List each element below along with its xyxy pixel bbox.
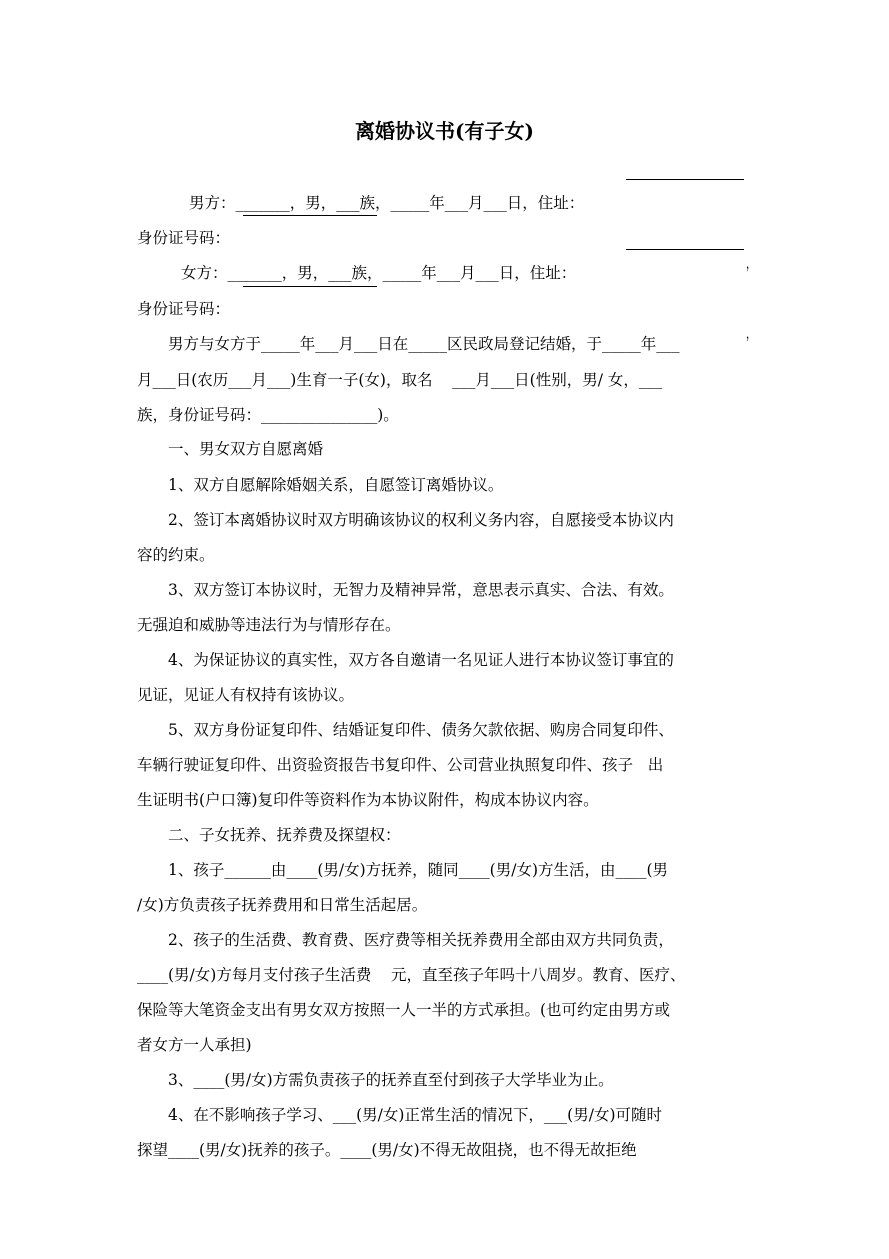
- paragraph-text: 4、为保证协议的真实性，双方各自邀请一名见证人进行本协议签订事宜的: [168, 651, 674, 669]
- paragraph-text: 3、双方签订本协议时，无智力及精神异常，意思表示真实、合法、有效。: [168, 581, 674, 599]
- man-id-label: 身份证号码：: [137, 229, 231, 247]
- paragraph-text: 1、孩子______由____(男/女)方抚养，随同____(男/女)方生活，由____(男: [168, 861, 669, 879]
- paragraph-text: 5、双方身份证复印件、结婚证复印件、债务欠款依据、购房合同复印件、: [168, 721, 674, 739]
- paragraph-line: [0, 965, 889, 1019]
- paragraph-text: 见证，见证人有权持有该协议。: [137, 686, 355, 704]
- paragraph-text: 月___日(农历___月___)生育一子(女)，取名 ___月___日(性别，男/ 女，___: [137, 371, 663, 389]
- paragraph-line: [0, 475, 889, 529]
- man-info-comma: ，: [746, 254, 756, 272]
- paragraph-line: [0, 580, 889, 634]
- paragraph-line: [0, 335, 889, 389]
- paragraph-line: [0, 1035, 889, 1089]
- man-id-blank: [243, 198, 377, 216]
- woman-info-comma: ，: [746, 324, 756, 342]
- section-heading: [0, 790, 889, 844]
- paragraph-text: ____(男/女)方每月支付孩子生活费 元，直至孩子年吗十八周岁。教育、医疗、: [137, 966, 686, 984]
- paragraph-line: [0, 615, 889, 669]
- man-info-text: 男方：_______，男，___族，_____年___月___日，住址：: [189, 194, 585, 212]
- woman-id-blank: [243, 269, 377, 287]
- paragraph-line: [0, 895, 889, 949]
- paragraph-text: 3、____(男/女)方需负责孩子的抚养直至付到孩子大学毕业为止。: [168, 1071, 614, 1089]
- paragraph-line: [0, 860, 889, 914]
- paragraph-line: [0, 685, 889, 739]
- paragraph-line: [0, 1105, 889, 1159]
- document-title: 离婚协议书(有子女): [355, 119, 534, 143]
- man-address-blank: [626, 162, 744, 180]
- paragraph-text: 1、双方自愿解除婚姻关系，自愿签订离婚协议。: [168, 476, 504, 494]
- paragraph-text: 2、孩子的生活费、教育费、医疗费等相关抚养费用全部由双方共同负责，: [168, 931, 674, 949]
- man-id-line: [0, 193, 889, 247]
- paragraph-text: 保险等大笔资金支出有男女双方按照一人一半的方式承担。(也可约定由男方或: [137, 1001, 671, 1019]
- paragraph-text: 族，身份证号码：_______________)。: [137, 406, 399, 424]
- paragraph-line: [0, 299, 889, 353]
- paragraph-line: [0, 440, 889, 494]
- paragraph-line: [0, 650, 889, 704]
- paragraph-line: [0, 1000, 889, 1054]
- section-heading-text: 一、男女双方自愿离婚: [168, 440, 324, 458]
- paragraph-line: [0, 825, 889, 879]
- paragraph-line: [0, 510, 889, 564]
- paragraph-text: 2、签订本离婚协议时双方明确该协议的权利义务内容，自愿接受本协议内: [168, 511, 674, 529]
- woman-id-line: [0, 264, 889, 318]
- paragraph-line: [0, 370, 889, 424]
- paragraph-line: [0, 545, 889, 599]
- woman-id-label: 身份证号码：: [137, 300, 231, 318]
- paragraph-text: 无强迫和威胁等违法行为与情形存在。: [137, 616, 401, 634]
- paragraph-text: 4、在不影响孩子学习、___(男/女)正常生活的情况下，___(男/女)可随时: [168, 1106, 662, 1124]
- section-heading-text: 二、子女抚养、抚养费及探望权：: [168, 826, 401, 844]
- woman-address-blank: [626, 232, 744, 250]
- section-heading: [0, 404, 889, 458]
- paragraph-text: /女)方负责孩子抚养费用和日常生活起居。: [137, 896, 428, 914]
- paragraph-text: 生证明书(户口簿)复印件等资料作为本协议附件，构成本协议内容。: [137, 791, 599, 809]
- paragraph-line: [0, 1070, 889, 1124]
- paragraph-line: [0, 755, 889, 809]
- paragraph-text: 男方与女方于_____年___月___日在_____区民政局登记结婚，于_____年___: [168, 335, 680, 353]
- paragraph-line: [0, 930, 889, 984]
- paragraph-line: [0, 720, 889, 774]
- paragraph-text: 车辆行驶证复印件、出资验资报告书复印件、公司营业执照复印件、孩子 出: [137, 756, 664, 774]
- paragraph-text: 探望____(男/女)抚养的孩子。____(男/女)不得无故阻挠，也不得无故拒绝: [137, 1141, 637, 1159]
- woman-info-text: 女方：_______，男，___族，_____年___月___日，住址：: [181, 264, 577, 282]
- paragraph-text: 者女方一人承担): [137, 1036, 252, 1054]
- paragraph-text: 容的约束。: [137, 546, 215, 564]
